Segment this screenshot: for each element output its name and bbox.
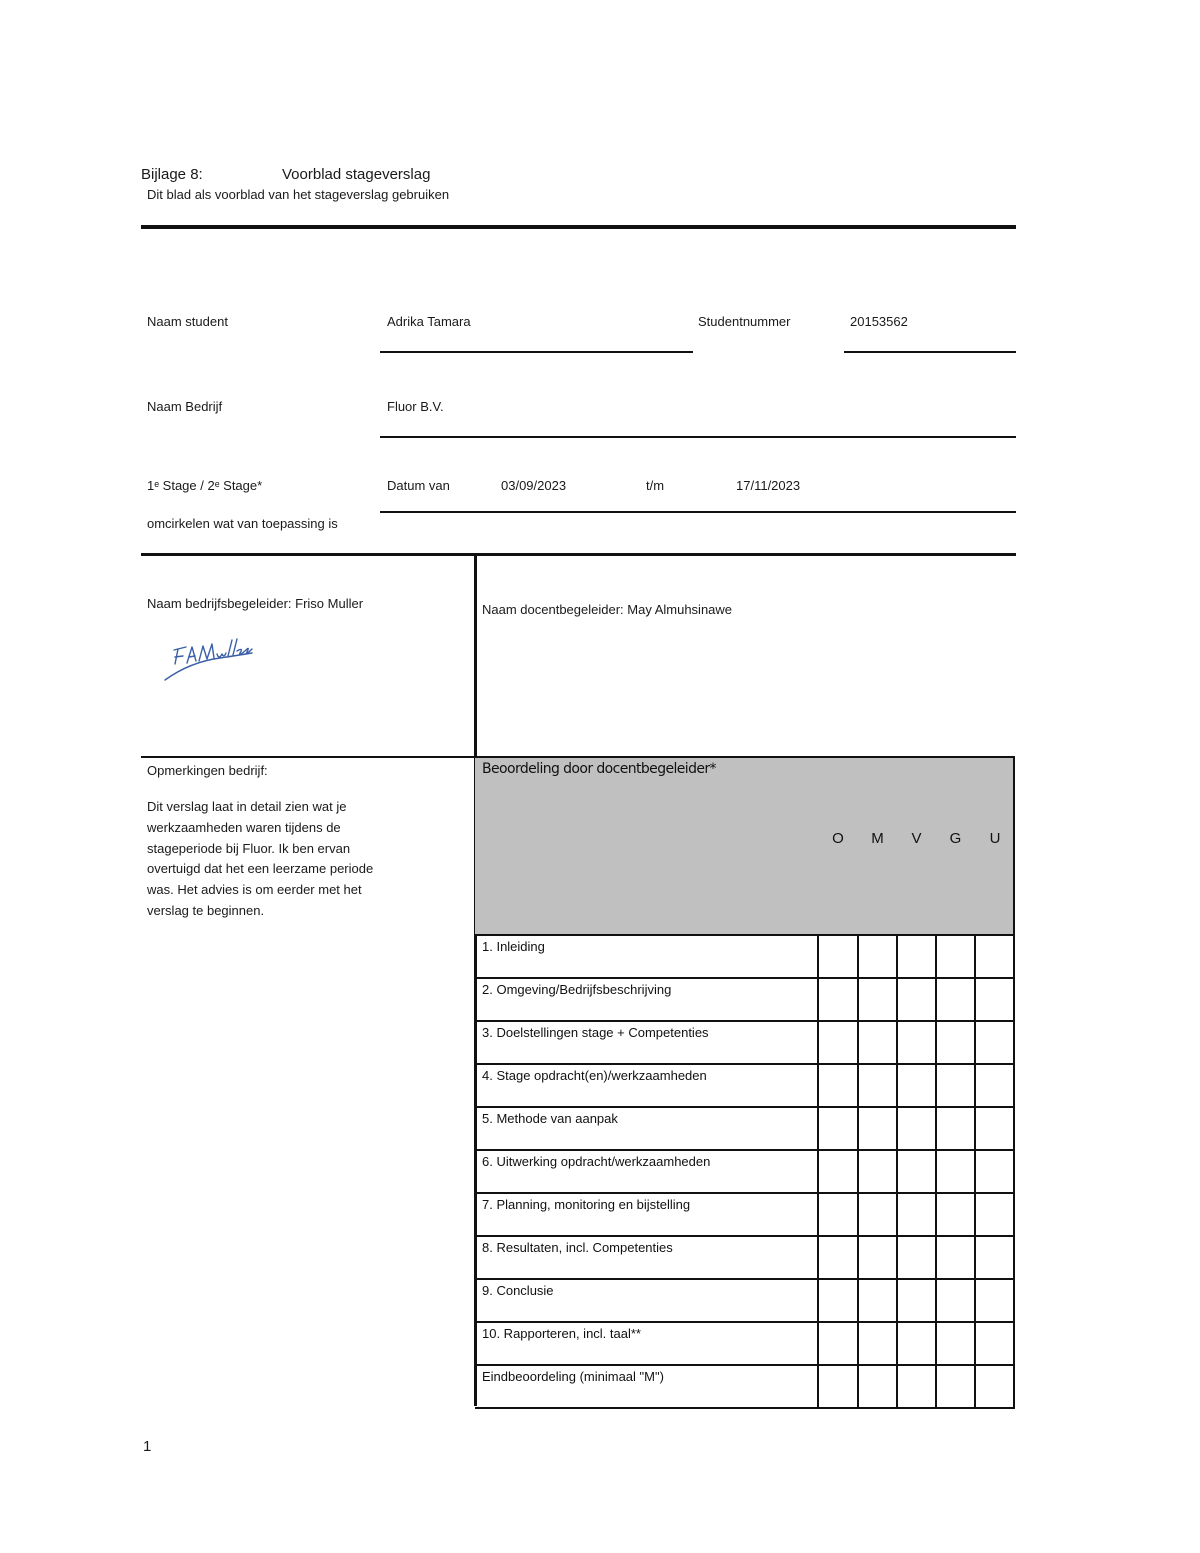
- grade-column-line: [857, 936, 859, 1409]
- row-label: 4. Stage opdracht(en)/werkzaamheden: [482, 1068, 707, 1083]
- grade-cell-v[interactable]: [897, 1151, 936, 1192]
- date-to-label: t/m: [646, 478, 665, 493]
- grade-cell-g[interactable]: [936, 936, 975, 977]
- grade-column-line: [817, 936, 819, 1409]
- supervisor-top-border: [141, 553, 1016, 556]
- row-label: 8. Resultaten, incl. Competenties: [482, 1240, 673, 1255]
- remarks-top-border: [141, 756, 477, 758]
- date-from-value: 03/09/2023: [501, 478, 567, 493]
- company-supervisor: Naam bedrijfsbegeleider: Friso Muller: [147, 596, 364, 611]
- grade-cell-u[interactable]: [975, 1065, 1015, 1106]
- grade-cell-g[interactable]: [936, 1065, 975, 1106]
- student-name-value: Adrika Tamara: [387, 314, 471, 329]
- header-divider: [141, 225, 1016, 229]
- grade-cell-o[interactable]: [818, 1194, 858, 1235]
- grade-cell-v[interactable]: [897, 979, 936, 1020]
- grade-cell-v[interactable]: [897, 1237, 936, 1278]
- grade-header-v: V: [911, 830, 922, 847]
- row-label: 10. Rapporteren, incl. taal**: [482, 1326, 641, 1341]
- row-label: Eindbeoordeling (minimaal "M"): [482, 1369, 664, 1384]
- grade-header-g: G: [949, 830, 962, 847]
- grade-cell-o[interactable]: [818, 979, 858, 1020]
- student-number-value: 20153562: [850, 314, 908, 329]
- grade-cell-m[interactable]: [858, 1022, 897, 1063]
- grade-cell-u[interactable]: [975, 1237, 1015, 1278]
- grade-cell-o[interactable]: [818, 1022, 858, 1063]
- grade-column-line: [974, 936, 976, 1409]
- row-label: 3. Doelstellingen stage + Competenties: [482, 1025, 709, 1040]
- assessment-table: [475, 756, 1015, 1408]
- remarks-text: Dit verslag laat in detail zien wat je werkzaamheden waren tijdens de stageperiode bij Fluor. Ik ben ervan overtuigd dat het een leerzame periode was. Het advies is om eerder met het verslag te beginnen.: [147, 799, 374, 918]
- grade-column-line: [896, 936, 898, 1409]
- grade-cell-m[interactable]: [858, 1280, 897, 1321]
- grade-cell-o[interactable]: [818, 1065, 858, 1106]
- assessment-title: Beoordeling door docentbegeleider*: [482, 761, 716, 777]
- remarks-label: Opmerkingen bedrijf:: [147, 763, 268, 778]
- grade-cell-g[interactable]: [936, 979, 975, 1020]
- grade-cell-v[interactable]: [897, 1022, 936, 1063]
- grade-cell-m[interactable]: [858, 1237, 897, 1278]
- row-label: 1. Inleiding: [482, 939, 545, 954]
- grade-cell-g[interactable]: [936, 1366, 975, 1407]
- signature-image: [160, 632, 260, 688]
- grade-cell-o[interactable]: [818, 1237, 858, 1278]
- document-subtitle: Dit blad als voorblad van het stageverslag gebruiken: [147, 187, 450, 202]
- row-label: 6. Uitwerking opdracht/werkzaamheden: [482, 1154, 711, 1169]
- grade-cell-g[interactable]: [936, 1280, 975, 1321]
- stage-note: omcirkelen wat van toepassing is: [147, 516, 338, 531]
- grade-cell-u[interactable]: [975, 1151, 1015, 1192]
- company-value: Fluor B.V.: [387, 399, 444, 414]
- grade-cell-u[interactable]: [975, 1022, 1015, 1063]
- grade-cell-m[interactable]: [858, 1323, 897, 1364]
- grade-cell-v[interactable]: [897, 1323, 936, 1364]
- grade-cell-m[interactable]: [858, 936, 897, 977]
- appendix-label: Bijlage 8:: [141, 166, 203, 183]
- date-to-value: 17/11/2023: [736, 478, 801, 493]
- student-number-label: Studentnummer: [698, 314, 791, 329]
- grade-cell-u[interactable]: [975, 1108, 1015, 1149]
- grade-cell-u[interactable]: [975, 936, 1015, 977]
- grade-cell-u[interactable]: [975, 1323, 1015, 1364]
- grade-cell-v[interactable]: [897, 1194, 936, 1235]
- grade-header-u: U: [989, 830, 1001, 847]
- grade-header-m: M: [871, 830, 884, 847]
- grade-column-line: [1013, 936, 1015, 1409]
- row-label: 7. Planning, monitoring en bijstelling: [482, 1197, 691, 1212]
- grade-cell-v[interactable]: [897, 936, 936, 977]
- student-name-underline: [380, 351, 693, 353]
- grade-cell-u[interactable]: [975, 1194, 1015, 1235]
- grade-cell-u[interactable]: [975, 1280, 1015, 1321]
- grade-cell-o[interactable]: [818, 1280, 858, 1321]
- grade-cell-o[interactable]: [818, 1151, 858, 1192]
- dates-underline: [380, 511, 1016, 513]
- grade-cell-g[interactable]: [936, 1022, 975, 1063]
- grade-cell-v[interactable]: [897, 1366, 936, 1407]
- grade-cell-u[interactable]: [975, 1366, 1015, 1407]
- row-label: 9. Conclusie: [482, 1283, 554, 1298]
- grade-cell-m[interactable]: [858, 1108, 897, 1149]
- grade-cell-o[interactable]: [818, 936, 858, 977]
- grade-cell-u[interactable]: [975, 979, 1015, 1020]
- grade-cell-o[interactable]: [818, 1366, 858, 1407]
- page-number: 1: [143, 1438, 152, 1455]
- grade-cell-m[interactable]: [858, 1366, 897, 1407]
- grade-cell-m[interactable]: [858, 1065, 897, 1106]
- grade-cell-v[interactable]: [897, 1065, 936, 1106]
- grade-cell-g[interactable]: [936, 1194, 975, 1235]
- stage-label: 1ᵉ Stage / 2ᵉ Stage*: [147, 478, 263, 493]
- grade-cell-v[interactable]: [897, 1280, 936, 1321]
- teacher-supervisor: Naam docentbegeleider: May Almuhsinawe: [482, 602, 733, 617]
- grade-cell-g[interactable]: [936, 1237, 975, 1278]
- company-underline: [380, 436, 1016, 438]
- grade-cell-g[interactable]: [936, 1151, 975, 1192]
- grade-cell-m[interactable]: [858, 1194, 897, 1235]
- grade-cell-v[interactable]: [897, 1108, 936, 1149]
- grade-header-o: O: [832, 830, 844, 847]
- grade-cell-g[interactable]: [936, 1108, 975, 1149]
- student-number-underline: [844, 351, 1016, 353]
- grade-cell-m[interactable]: [858, 1151, 897, 1192]
- company-label: Naam Bedrijf: [147, 399, 223, 414]
- grade-cell-o[interactable]: [818, 1323, 858, 1364]
- row-label: 2. Omgeving/Bedrijfsbeschrijving: [482, 982, 672, 997]
- student-name-label: Naam student: [147, 314, 228, 329]
- grade-cell-o[interactable]: [818, 1108, 858, 1149]
- row-label: 5. Methode van aanpak: [482, 1111, 618, 1126]
- document-title: Voorblad stageverslag: [282, 166, 431, 183]
- grade-cell-m[interactable]: [858, 979, 897, 1020]
- date-from-label: Datum van: [387, 478, 450, 493]
- grade-cell-g[interactable]: [936, 1323, 975, 1364]
- row-border: [475, 1407, 1015, 1409]
- grade-column-line: [935, 936, 937, 1409]
